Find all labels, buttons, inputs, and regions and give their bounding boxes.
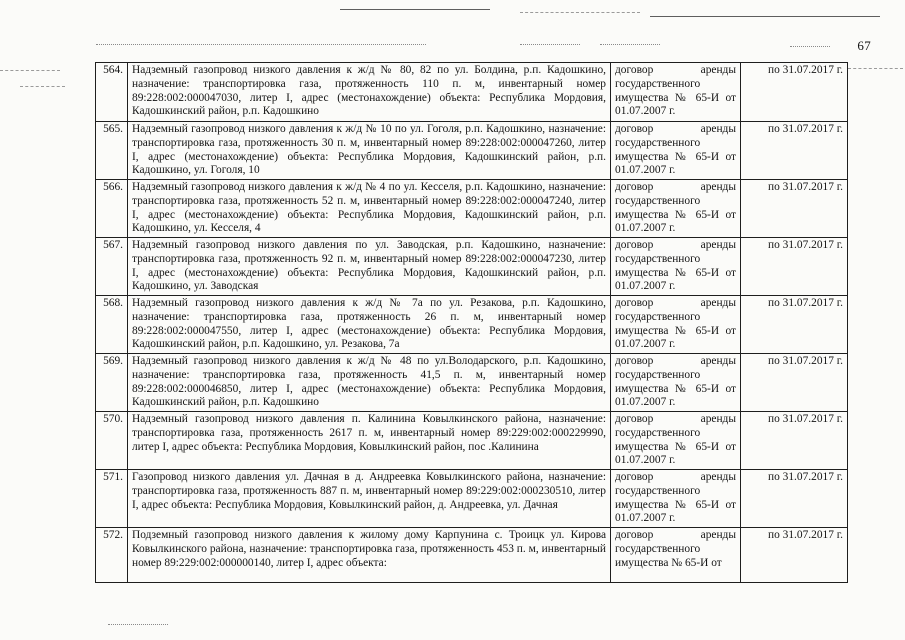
object-description: Надземный газопровод низкого давления к ж/д № 10 по ул. Гоголя, р.п. Кадошкино, назначение: транспортировка газа, протяженность 30 п. м, инвентарный номер 89:228:002:000047260, литер I, адрес (местонахождение) объекта: Республика Мордовия, Кадошкинский район, р.п. Кадошкино, ул. Гоголя, 10 [128, 122, 611, 180]
object-description: Надземный газопровод низкого давления по ул. Заводская, р.п. Кадошкино, назначение: транспортировка газа, протяженность 92 п. м, инвентарный номер 89:228:002:000047230, литер I, адрес (местонахождение) объекта: Республика Мордовия, Кадошкинский район, р.п. Кадошкино, ул. Заводская [128, 238, 611, 296]
object-description: Надземный газопровод низкого давления к ж/д № 48 по ул.Володарского, р.п. Кадошкино, назначение: транспортировка газа, протяженность 41,5 п. м, инвентарный номер 89:228:002:000046850, литер I, адрес (местонахождение) объекта: Республика Мордовия, Кадошкинский район, р.п. Кадошкино [128, 354, 611, 412]
lease-term: по 31.07.2017 г. [741, 238, 848, 296]
table-row [96, 296, 848, 354]
row-number: 564. [96, 63, 128, 122]
lease-basis: договор аренды государственного имущества № 65-И от 01.07.2007 г. [611, 354, 741, 412]
scan-line [340, 9, 490, 10]
scan-line [520, 44, 580, 45]
lease-term: по 31.07.2017 г. [741, 470, 848, 528]
table-row [96, 122, 848, 180]
row-number: 570. [96, 412, 128, 470]
scan-line [96, 44, 426, 45]
lease-term: по 31.07.2017 г. [741, 63, 848, 122]
table-row [96, 528, 848, 583]
lease-basis: договор аренды государственного имущества № 65-И от 01.07.2007 г. [611, 180, 741, 238]
row-number: 571. [96, 470, 128, 528]
table-row [96, 470, 848, 528]
object-description: Надземный газопровод низкого давления к ж/д № 80, 82 по ул. Болдина, р.п. Кадошкино, назначение: транспортировка газа, протяженность 110 п. м, инвентарный номер 89:228:002:000047030, литер I, адрес (местонахождение) объекта: Республика Мордовия, Кадошкинский район, р.п. Кадошкино [128, 63, 611, 122]
scan-line [0, 70, 60, 71]
row-number: 567. [96, 238, 128, 296]
lease-term: по 31.07.2017 г. [741, 528, 848, 583]
lease-basis: договор аренды государственного имущества № 65-И от 01.07.2007 г. [611, 63, 741, 122]
lease-basis: договор аренды государственного имущества № 65-И от 01.07.2007 г. [611, 238, 741, 296]
scan-line [520, 12, 640, 13]
object-description: Надземный газопровод низкого давления к ж/д № 7а по ул. Резакова, р.п. Кадошкино, назначение: транспортировка газа, протяженность 26 п. м, инвентарный номер 89:228:002:000047550, литер I, адрес (местонахождение) объекта: Республика Мордовия, Кадошкинский район, р.п. Кадошкино, ул. Резакова, 7а [128, 296, 611, 354]
lease-basis: договор аренды государственного имущества № 65-И от 01.07.2007 г. [611, 122, 741, 180]
object-description: Газопровод низкого давления ул. Дачная в д. Андреевка Ковылкинского района, назначение: транспортировка газа, протяженность 887 п. м, инвентарный номер 89:229:002:000230510, литер I, адрес объекта: Республика Мордовия, Ковылкинский район, д. Андреевка, ул. Дачная [128, 470, 611, 528]
table-row [96, 354, 848, 412]
lease-term: по 31.07.2017 г. [741, 296, 848, 354]
table-row [96, 63, 848, 122]
scan-line [650, 16, 880, 17]
lease-term: по 31.07.2017 г. [741, 412, 848, 470]
lease-basis: договор аренды государственного имущества № 65-И от 01.07.2007 г. [611, 296, 741, 354]
table-row [96, 412, 848, 470]
row-number: 565. [96, 122, 128, 180]
lease-basis: договор аренды государственного имущества № 65-И от 01.07.2007 г. [611, 412, 741, 470]
lease-term: по 31.07.2017 г. [741, 122, 848, 180]
table-row [96, 180, 848, 238]
row-number: 566. [96, 180, 128, 238]
object-description: Подземный газопровод низкого давления к жилому дому Карпунина с. Троицк ул. Кирова Ковылкинского района, назначение: транспортировка газа, протяженность 453 п. м, инвентарный номер 89:229:002:000000140, литер I, адрес объекта: [128, 528, 611, 583]
row-number: 572. [96, 528, 128, 583]
scan-line [790, 46, 830, 47]
lease-term: по 31.07.2017 г. [741, 354, 848, 412]
scan-line [600, 44, 660, 45]
property-register-table [95, 62, 848, 583]
page-number: 67 [857, 38, 871, 53]
row-number: 569. [96, 354, 128, 412]
lease-basis: договор аренды государственного имущества № 65-И от [611, 528, 741, 583]
scan-line [108, 624, 168, 625]
row-number: 568. [96, 296, 128, 354]
object-description: Надземный газопровод низкого давления п. Калинина Ковылкинского района, назначение: транспортировка газа, протяженность 2617 п. м, инвентарный номер 89:229:002:000229990, литер I, адрес объекта: Республика Мордовия, Ковылкинский район, пос .Калинина [128, 412, 611, 470]
lease-term: по 31.07.2017 г. [741, 180, 848, 238]
lease-basis: договор аренды государственного имущества № 65-И от 01.07.2007 г. [611, 470, 741, 528]
table-row [96, 238, 848, 296]
object-description: Надземный газопровод низкого давления к ж/д № 4 по ул. Кесселя, р.п. Кадошкино, назначение: транспортировка газа, протяженность 52 п. м, инвентарный номер 89:228:002:000047240, литер I, адрес (местонахождение) объекта: Республика Мордовия, Кадошкинский район, р.п. Кадошкино, ул. Кесселя, 4 [128, 180, 611, 238]
scan-line [20, 86, 65, 87]
scan-line [848, 68, 903, 69]
